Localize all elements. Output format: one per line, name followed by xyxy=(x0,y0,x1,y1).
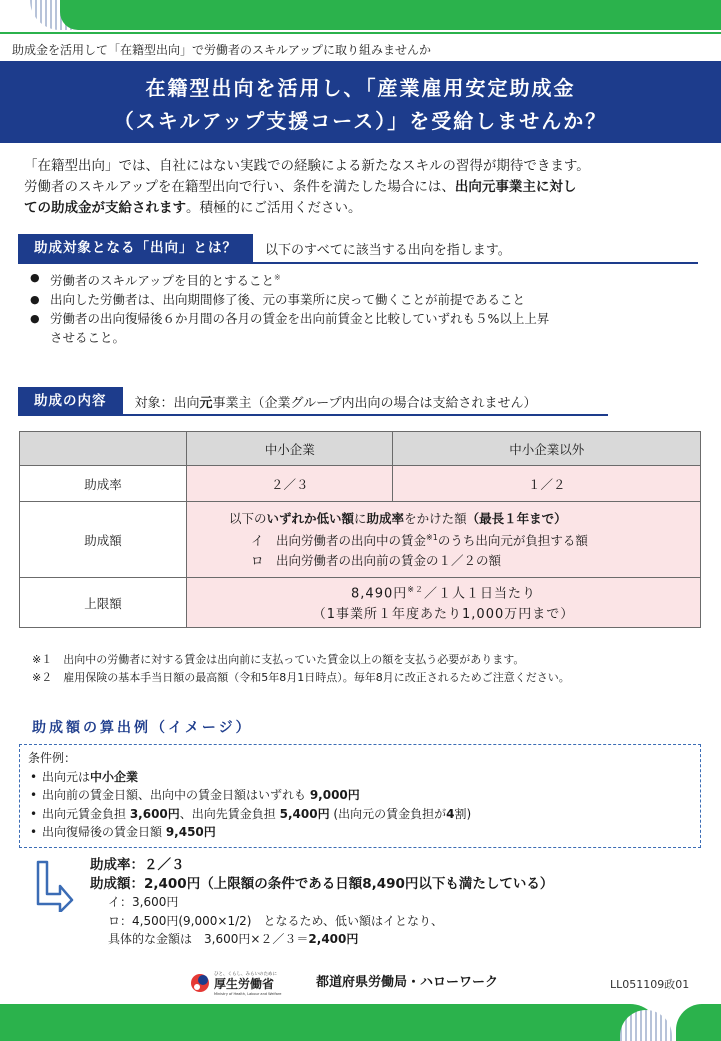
list-item xyxy=(28,805,692,824)
amount-description xyxy=(187,509,700,569)
intro-line-3: 。積極的にご活用ください。 xyxy=(186,200,362,216)
conditions-label: 条件例： xyxy=(28,751,77,765)
document-code: LL051109政01 xyxy=(610,978,690,991)
result-arrow-icon xyxy=(34,860,74,912)
amount-option-ro: ロ 出向労働者の出向前の賃金の１／２の額 xyxy=(251,552,502,568)
intro-text xyxy=(24,156,704,219)
amount-text: に xyxy=(354,511,367,527)
intro-emphasis-2: ての助成金が支給されます xyxy=(24,200,186,216)
amount-option-i: イ 出向労働者の出向中の賃金 xyxy=(251,533,427,549)
cond-text: 出向元賃金負担 xyxy=(42,806,130,821)
note-mark: ※ xyxy=(274,273,281,282)
col-header-other: 中小企業以外 xyxy=(393,432,701,466)
intro-line-1: 「在籍型出向」では、自社にはない実践での経験による新たなスキルの習得が期待できます。 xyxy=(24,158,590,174)
list-item xyxy=(28,768,692,787)
cond-text: 、出向先賃金負担 xyxy=(179,806,280,821)
cap-limit: （1事業所１年度あたり1,000万円まで） xyxy=(312,606,575,622)
amount-option-i-cont: のうち出向元が負担する額 xyxy=(437,533,588,549)
tagline: 助成金を活用して「在籍型出向」で労働者のスキルアップに取り組みませんか xyxy=(12,43,432,57)
cond-emphasis: 中小企業 xyxy=(90,769,139,784)
cond-emphasis: 4 xyxy=(446,806,455,821)
bullet-text: 労働者のスキルアップを目的とすること xyxy=(50,273,275,289)
bullet-text-cont: させること。 xyxy=(50,330,126,346)
bottom-green-band xyxy=(0,1004,660,1041)
list-item xyxy=(30,309,680,347)
cond-emphasis: 3,600円 xyxy=(129,806,180,821)
intro-emphasis-1: 出向元事業主に対し xyxy=(454,179,577,195)
logo-name: 厚生労働省 xyxy=(214,977,275,991)
table-row xyxy=(20,466,701,502)
footnotes xyxy=(32,651,570,687)
cond-text: 割) xyxy=(454,806,472,821)
logo-english: Ministry of Health, Labour and Welfare xyxy=(214,992,282,996)
cond-text: 出向元は xyxy=(42,769,91,784)
amount-text: をかけた額 xyxy=(404,511,467,527)
footer-org: 都道府県労働局・ハローワーク xyxy=(316,975,499,990)
mhlw-logo xyxy=(188,968,303,998)
eligibility-list xyxy=(30,268,680,347)
note-mark: ※1 xyxy=(426,533,438,543)
amount-text: 以下の xyxy=(229,511,267,527)
final-amount: 2,400円 xyxy=(308,932,359,946)
row-header-rate: 助成率 xyxy=(20,466,187,502)
cond-text: (出向元の賃金負担が xyxy=(329,806,447,821)
cap-cell xyxy=(187,578,701,628)
result-amount: 助成額：2,400円（上限額の条件である日額8,490円以下も満たしている） xyxy=(90,875,554,892)
result-detail-i: イ：3,600円 xyxy=(108,895,179,909)
list-item xyxy=(30,290,680,309)
example-result xyxy=(90,856,553,949)
rate-sme: ２／３ xyxy=(187,466,393,502)
list-item xyxy=(28,786,692,805)
cond-emphasis: 9,000円 xyxy=(309,788,360,802)
amount-emphasis: 助成率 xyxy=(366,511,405,527)
amount-emphasis: いずれか低い額 xyxy=(266,511,355,527)
cap-description xyxy=(187,580,700,624)
amount-emphasis: （最長１年まで） xyxy=(466,511,567,527)
result-detail-final xyxy=(90,930,553,949)
amount-cell xyxy=(187,502,701,578)
conditions-box xyxy=(19,744,701,848)
section-content-header xyxy=(18,387,537,415)
title-line-1: 在籍型出向を活用し、「産業雇用安定助成金 xyxy=(145,76,576,100)
cond-emphasis: 5,400円 xyxy=(279,806,330,821)
row-header-amount: 助成額 xyxy=(20,502,187,578)
result-detail-ro: ロ：4,500円(9,000×1/2) となるため、低い額はイとなり、 xyxy=(108,913,443,928)
section-eligibility-header xyxy=(18,234,511,262)
table-corner-cell xyxy=(20,432,187,466)
cond-text: 出向復帰後の賃金日額 xyxy=(42,825,166,839)
section-eligibility-underline xyxy=(18,262,698,264)
top-decoration xyxy=(0,0,721,31)
list-item xyxy=(30,268,680,290)
rate-other: １／２ xyxy=(393,466,701,502)
cap-value: 8,490円 xyxy=(351,586,408,602)
footnote-1: ※１ 出向中の労働者に対する賃金は出向前に支払っていた賃金以上の額を支払う必要があります。 xyxy=(32,653,525,666)
title-banner xyxy=(0,61,721,143)
note-mark: ※２ xyxy=(407,585,424,595)
example-title: 助成額の算出例（イメージ） xyxy=(32,720,253,736)
desc-part: 対象：出向 xyxy=(134,395,200,411)
section-content-desc xyxy=(135,392,537,411)
top-green-band xyxy=(60,0,721,30)
desc-emphasis: 元 xyxy=(199,395,213,411)
title-line-2: （スキルアップ支援コース）」を受給しませんか？ xyxy=(113,109,608,133)
top-divider xyxy=(0,32,721,34)
bullet-text: 出向した労働者は、出向期間修了後、元の事業所に戻って働くことが前提であること xyxy=(50,292,526,308)
table-row xyxy=(20,502,701,578)
conditions-list xyxy=(28,768,692,842)
cond-emphasis: 9,450円 xyxy=(165,825,216,839)
col-header-sme: 中小企業 xyxy=(187,432,393,466)
logo-tagline: ひと、くらし、みらいのために xyxy=(214,972,277,977)
intro-line-2: 労働者のスキルアップを在籍型出向で行い、条件を満たした場合には、 xyxy=(24,179,455,195)
bottom-green-corner xyxy=(676,1004,721,1041)
section-eligibility-label: 助成対象となる「出向」とは？ xyxy=(18,234,253,262)
section-content-label: 助成の内容 xyxy=(18,387,123,415)
section-content-underline xyxy=(18,414,608,416)
desc-part: 事業主（企業グループ内出向の場合は支給されません） xyxy=(212,395,537,411)
grant-table xyxy=(19,431,701,628)
final-text: 具体的な金額は 3,600円×２／３＝ xyxy=(108,932,309,946)
bullet-text: 労働者の出向復帰後６か月間の各月の賃金を出向前賃金と比較していずれも５%以上上昇 xyxy=(50,311,550,327)
result-rate: 助成率：２／３ xyxy=(90,857,185,873)
cond-text: 出向前の賃金日額、出向中の賃金日額はいずれも xyxy=(42,788,310,802)
section-eligibility-desc: 以下のすべてに該当する出向を指します。 xyxy=(265,242,511,258)
list-item xyxy=(28,823,692,842)
table-row xyxy=(20,578,701,628)
table-header-row xyxy=(20,432,701,466)
row-header-cap: 上限額 xyxy=(20,578,187,628)
cap-unit: ／１人１日当たり xyxy=(423,586,536,602)
footnote-2: ※２ 雇用保険の基本手当日額の最高額（令和5年8月1日時点）。毎年8月に改正されるためご注意ください。 xyxy=(32,671,570,684)
